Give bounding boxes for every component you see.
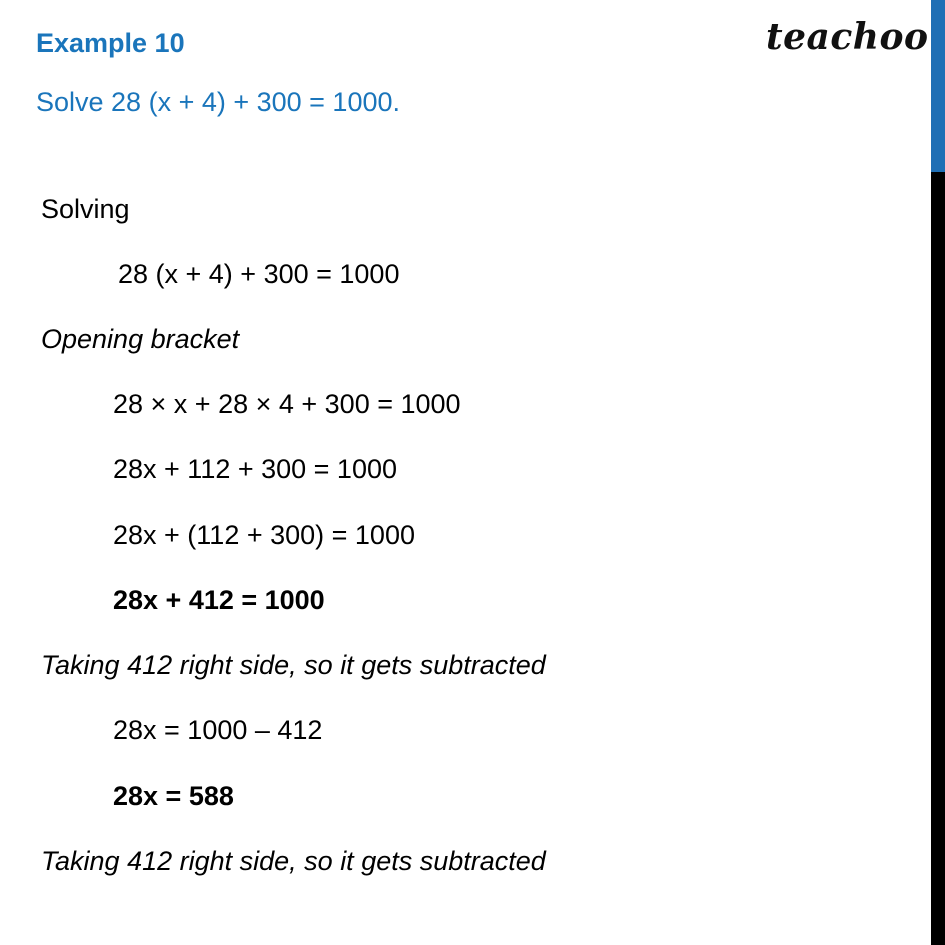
equation-initial: 28 (x + 4) + 300 = 1000 <box>118 259 400 289</box>
scrollbar[interactable] <box>931 0 945 945</box>
equation-multiplied: 28x + 112 + 300 = 1000 <box>113 454 398 484</box>
solving-label: Solving <box>41 194 130 224</box>
example-heading: Example 10 <box>36 28 185 58</box>
equation-subtract: 28x = 1000 – 412 <box>113 715 323 745</box>
question-text: Solve 28 (x + 4) + 300 = 1000. <box>36 87 400 117</box>
equation-result-2: 28x = 588 <box>113 781 234 811</box>
step-take-412-repeat: Taking 412 right side, so it gets subtracted <box>41 846 546 876</box>
scrollbar-thumb[interactable] <box>931 0 945 172</box>
equation-result-1: 28x + 412 = 1000 <box>113 585 325 615</box>
equation-grouped: 28x + (112 + 300) = 1000 <box>113 520 415 550</box>
equation-expanded: 28 × x + 28 × 4 + 300 = 1000 <box>113 389 461 419</box>
step-take-412: Taking 412 right side, so it gets subtracted <box>41 650 546 680</box>
teachoo-logo: teachoo <box>766 16 929 58</box>
step-opening-bracket: Opening bracket <box>41 324 240 354</box>
